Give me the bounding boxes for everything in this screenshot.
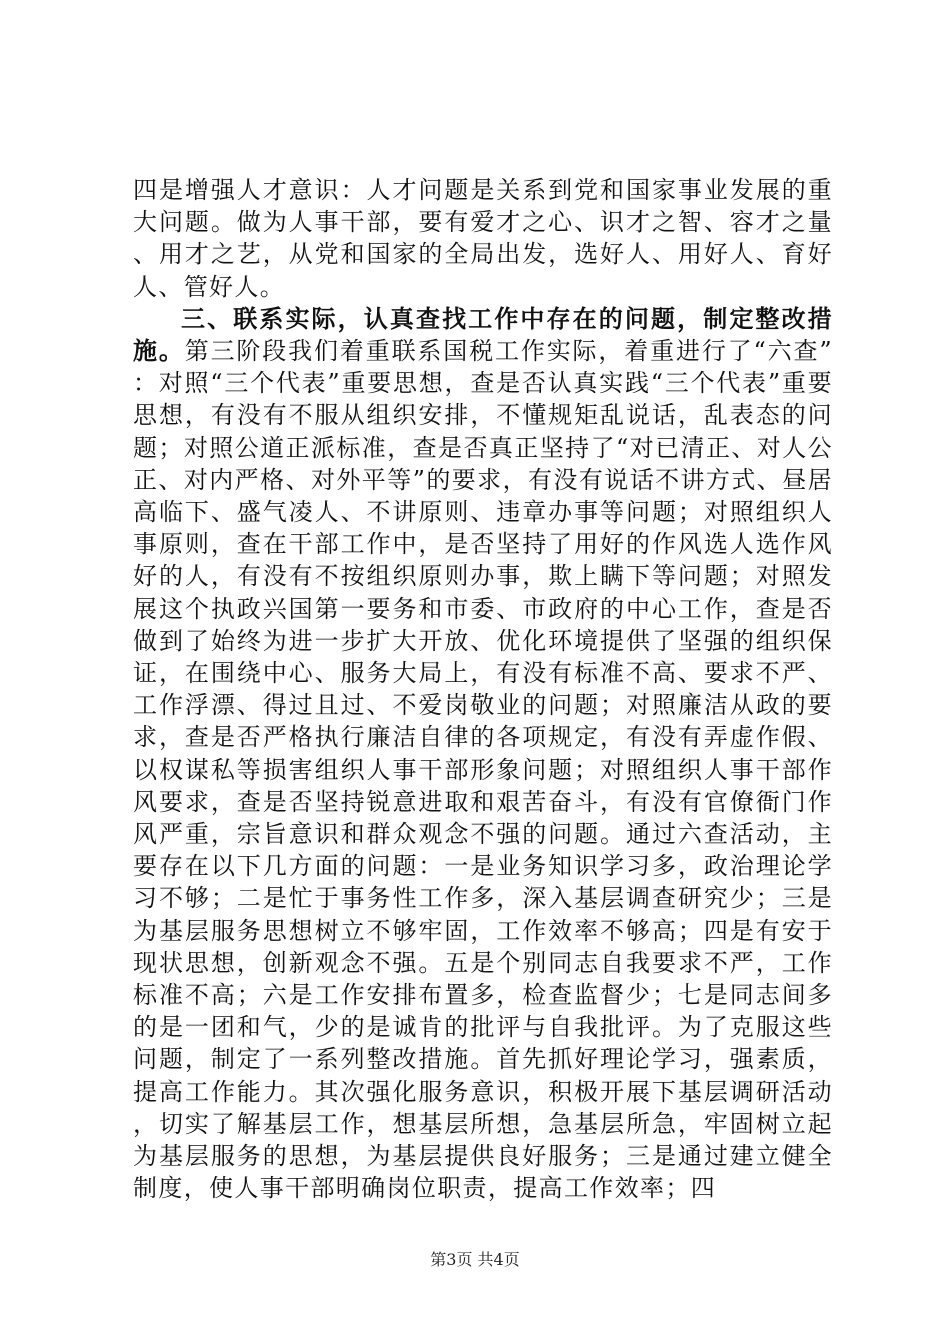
paragraph-talent-awareness: 四是增强人才意识：人才问题是关系到党和国家事业发展的重大问题。做为人事干部，要有爱才之心、识才之智、容才之量、用才之艺，从党和国家的全局出发，选好人、用好人、育好人、管好人。: [133, 176, 833, 301]
section-heading: 三、联系实际，认真查找工作中存在的问题，制定整改措施。: [133, 304, 833, 366]
document-body: [133, 174, 833, 1205]
section-body-text: 第三阶段我们着重联系国税工作实际，着重进行了“六查”：对照“三个代表”重要思想，查是否认真实践“三个代表”重要思想，有没有不服从组织安排，不懂规矩乱说话，乱表态的问题；对照公道正派标准，查是否真正坚持了“对已清正、对人公正、对内严格、对外平等”的要求，有没有说话不讲方式、昼居高临下、盛气凌人、不讲原则、违章办事等问题；对照组织人事原则，查在干部工作中，是否坚持了用好的作风选人选作风好的人，有没有不按组织原则办事，欺上瞒下等问题；对照发展这个执政兴国第一要务和市委、市政府的中心工作，查是否做到了始终为进一步扩大开放、优化环境提供了坚强的组织保证，在围绕中心、服务大局上，有没有标准不高、要求不严、工作浮漂、得过且过、不爱岗敬业的问题；对照廉洁从政的要求，查是否严格执行廉洁自律的各项规定，有没有弄虚作假、以权谋私等损害组织人事干部形象问题；对照组织人事干部作风要求，查是否坚持锐意进取和艰苦奋斗，有没有官僚衙门作风严重，宗旨意识和群众观念不强的问题。通过六查活动，主要存在以下几方面的问题：一是业务知识学习多，政治理论学习不够；二是忙于事务性工作多，深入基层调查研究少；三是为基层服务思想树立不够牢固，工作效率不够高；四是有安于现状思想，创新观念不强。五是个别同志自我要求不严，工作标准不高；六是工作安排布置多，检查监督少；七是同志间多的是一团和气，少的是诚肯的批评与自我批评。为了克服这些问题，制定了一系列整改措施。首先抓好理论学习，强素质，提高工作能力。其次强化服务意识，积极开展下基层调研活动，切实了解基层工作，想基层所想，急基层所急，牢固树立起为基层服务的思想，为基层提供良好服务；三是通过建立健全制度，使人事干部明确岗位职责，提高工作效率；四: [133, 337, 834, 1203]
page-number-footer: 第3页 共4页: [430, 1250, 520, 1269]
paragraph-section-three: [133, 303, 833, 1205]
